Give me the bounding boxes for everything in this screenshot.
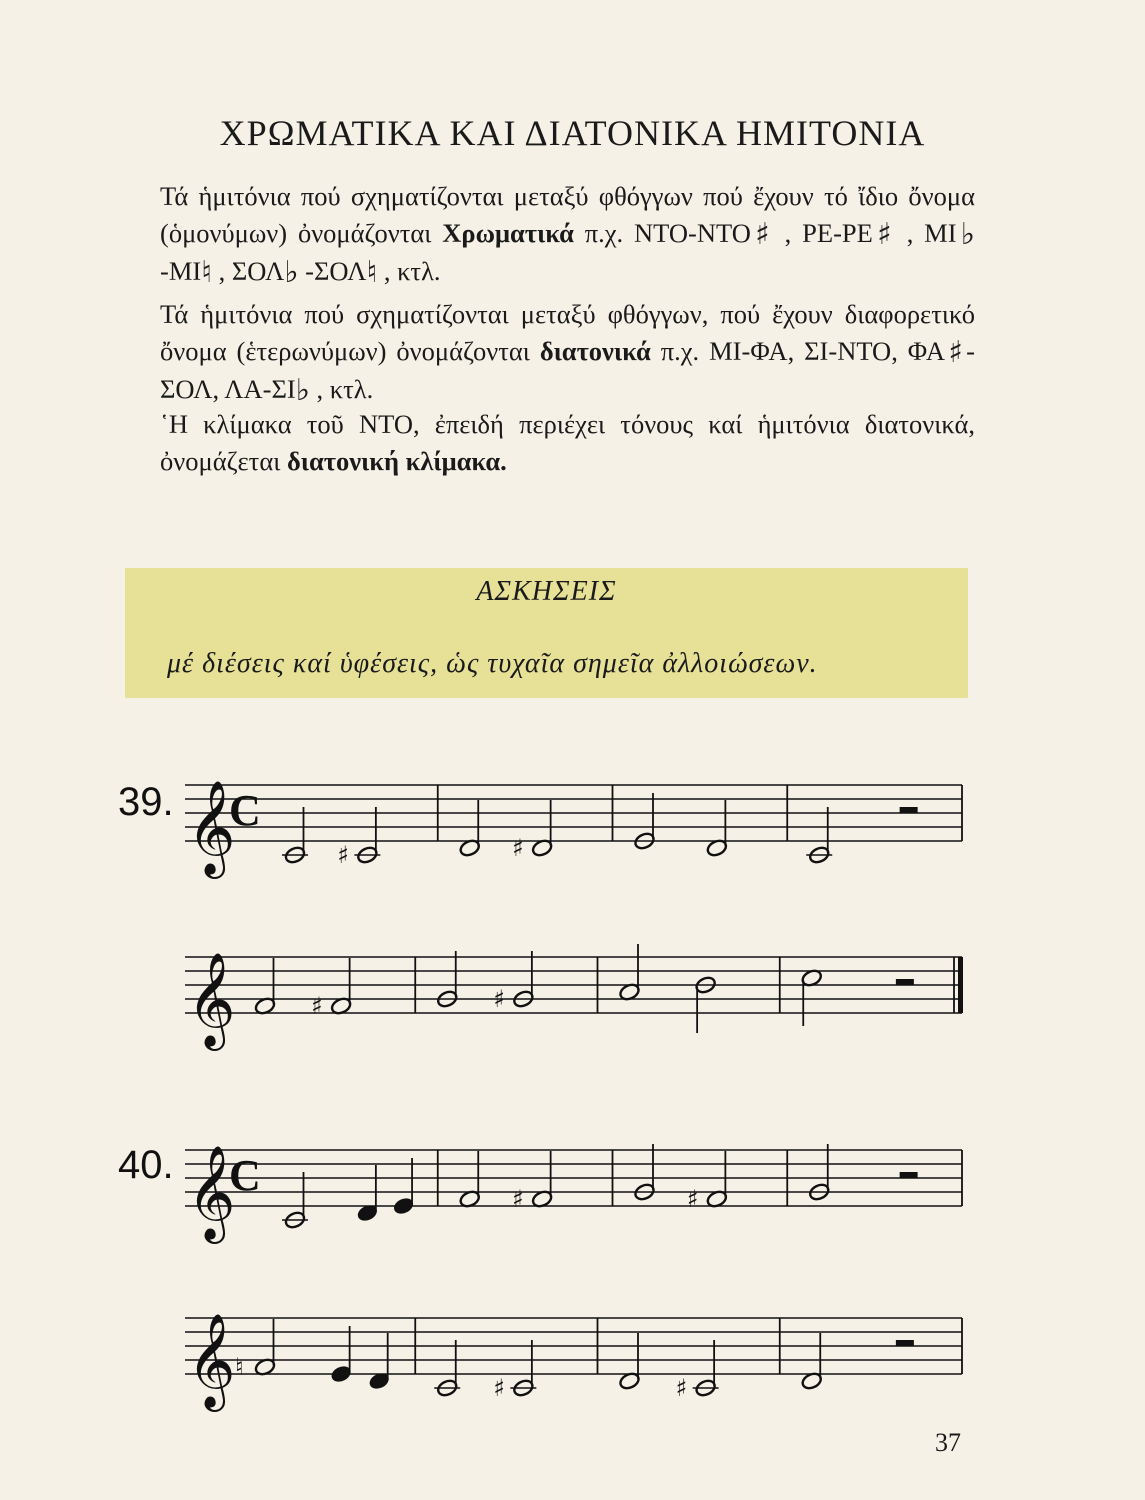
para2-bold: διατονικά [539, 335, 651, 366]
treble-clef-icon: 𝄞 [187, 1313, 236, 1408]
natural-symbol: ♮ [201, 255, 212, 290]
sharp-icon: ♯ [493, 1374, 505, 1402]
exercise-number-39: 39. [118, 780, 174, 824]
half-rest-icon [900, 1172, 918, 1178]
para1-text5: -ΜΙ [160, 256, 202, 286]
final-bar-line [958, 957, 963, 1013]
sharp-icon: ♯ [512, 1185, 524, 1213]
paragraph-scale [160, 406, 975, 479]
half-rest-icon [900, 807, 918, 813]
para1-text: Τά ἡμιτόνια πού σχηματίζονται μεταξύ φθόγγων πού ἔχουν τό ἴδιο ὄνομα (ὁμονύμων) ὀνομάζονται [160, 181, 975, 248]
para1-text2: π.χ. ΝΤΟ-ΝΤΟ [573, 217, 751, 248]
time-signature: C [229, 786, 261, 835]
sharp-icon: ♯ [493, 985, 505, 1013]
para1-text7: -ΣΟΛ [298, 256, 367, 286]
para1-text6: , ΣΟΛ [211, 256, 285, 286]
natural-symbol: ♮ [366, 255, 378, 290]
music-staff-2 [0, 937, 1145, 1047]
sharp-symbol: ♯ [945, 334, 967, 370]
para1-bold: Χρωματικά [442, 217, 574, 248]
exercises-banner [125, 568, 968, 698]
treble-clef-icon: 𝄞 [187, 952, 236, 1047]
flat-symbol: ♭ [295, 373, 310, 408]
sharp-symbol: ♯ [750, 216, 774, 252]
para3-bold: διατονική κλίμακα. [286, 445, 507, 476]
para3-text: ῾Η κλίμακα τοῦ ΝΤΟ, ἐπειδή περιέχει τόνους καί ἡμιτόνια διατονικά, ὀνομάζεται [160, 409, 975, 476]
exercises-subtitle: μέ διέσεις καί ὑφέσεις, ὡς τυχαῖα σημεῖα ἀλλοιώσεων. [167, 648, 818, 679]
para2-text3: -ΣΟΛ, ΛΑ-ΣΙ [160, 335, 975, 404]
treble-clef-icon: 𝄞 [187, 780, 236, 875]
para2-text4: , κτλ. [309, 374, 374, 404]
sharp-icon: ♯ [686, 1185, 699, 1213]
sharp-icon: ♯ [337, 841, 349, 869]
natural-icon: ♮ [235, 1353, 244, 1381]
treble-clef-icon: 𝄞 [187, 1145, 236, 1240]
para1-text3: , ΡΕ-ΡΕ [773, 217, 873, 248]
paragraph-diatonic [160, 296, 975, 410]
para2-text: Τά ἡμιτόνια πού σχηματίζονται μεταξύ φθόγγων, πού ἔχουν διαφορετικό ὄνομα (ἑτερωνύμων) ὀνομάζονται [160, 299, 975, 366]
paragraph-chromatic [160, 178, 975, 292]
half-rest-icon [896, 979, 914, 985]
music-staff-4 [0, 1298, 1145, 1408]
para2-text2: π.χ. ΜΙ-ΦΑ, ΣΙ-ΝΤΟ, ΦΑ [650, 335, 945, 366]
half-rest-icon [896, 1340, 914, 1346]
sharp-icon: ♯ [311, 992, 323, 1020]
sharp-icon: ♯ [512, 834, 524, 862]
flat-symbol: ♭ [956, 216, 975, 252]
exercise-number-40: 40. [118, 1143, 174, 1187]
flat-symbol: ♭ [284, 255, 299, 290]
sharp-symbol: ♯ [872, 216, 896, 252]
music-staff-3 [0, 1130, 1145, 1240]
para1-text4: , ΜΙ [895, 217, 957, 248]
time-signature: C [229, 1151, 261, 1200]
music-staff-1 [0, 765, 1145, 875]
exercises-title: ΑΣΚΗΣΕΙΣ [476, 576, 617, 607]
sharp-icon: ♯ [675, 1374, 688, 1402]
page-number: 37 [935, 1428, 961, 1457]
page-title: ΧΡΩΜΑΤΙΚΑ ΚΑΙ ΔΙΑΤΟΝΙΚΑ ΗΜΙΤΟΝΙΑ [219, 113, 926, 153]
para1-text8: , κτλ. [377, 256, 441, 286]
